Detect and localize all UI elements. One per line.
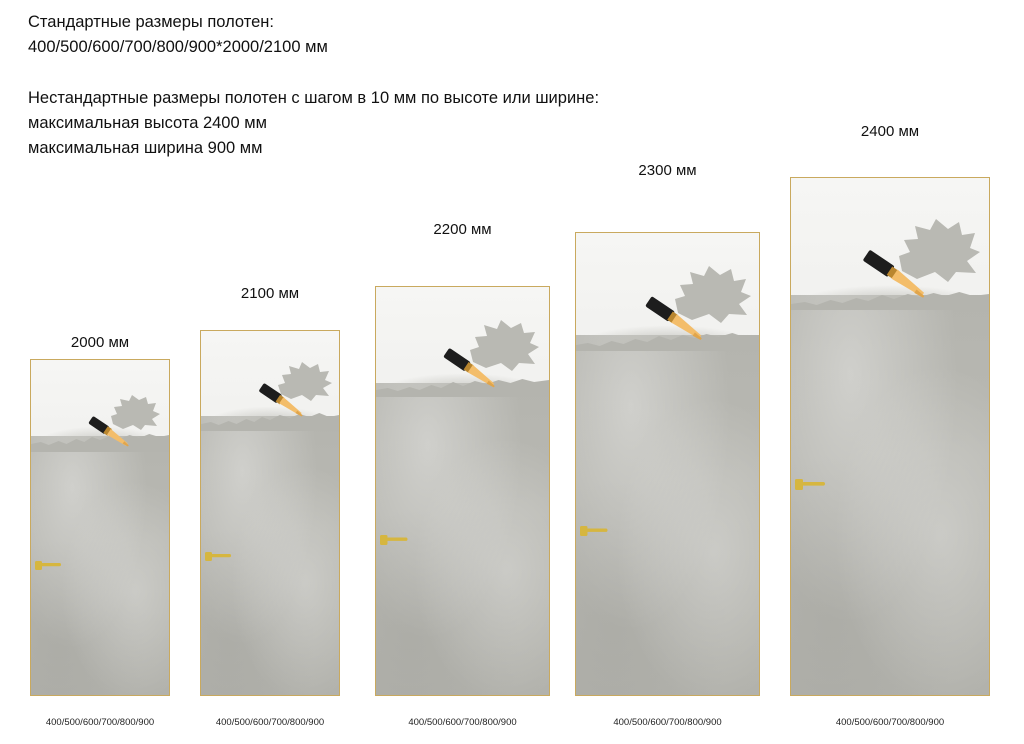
door-handle-2300 <box>580 523 610 538</box>
door-width-label-2100: 400/500/600/700/800/900 <box>215 717 325 728</box>
door-handle-2400 <box>795 476 827 492</box>
intro-line-max-width: максимальная ширина 900 мм <box>28 139 263 157</box>
door-group-2200 <box>375 124 550 744</box>
door-width-label-2300: 400/500/600/700/800/900 <box>613 717 722 728</box>
door-handle-2000 <box>35 558 63 572</box>
paint-brush-2300 <box>638 287 712 351</box>
intro-line-custom-sizes-title: Нестандартные размеры полотен с шагом в 10 мм по высоте или ширине: <box>28 89 600 107</box>
door-size-diagram <box>0 120 1024 744</box>
door-group-2400 <box>790 120 990 744</box>
door-height-label-2100: 2100 мм <box>240 285 300 302</box>
door-width-label-2200: 400/500/600/700/800/900 <box>408 717 517 728</box>
paint-brush-2000 <box>83 408 137 456</box>
door-painted-area-2400 <box>791 295 989 695</box>
door-group-2000 <box>30 164 170 744</box>
door-height-label-2300: 2300 мм <box>638 162 697 179</box>
paint-brush-2100 <box>253 375 311 427</box>
door-painted-area-2300 <box>576 335 759 695</box>
door-handle-2100 <box>205 549 233 563</box>
door-leaf-2200 <box>375 286 550 696</box>
door-leaf-2000 <box>30 359 170 696</box>
intro-line-max-height: максимальная высота 2400 мм <box>28 114 267 132</box>
intro-spacer <box>28 60 878 86</box>
door-leaf-2400 <box>790 177 990 696</box>
door-width-label-2400: 400/500/600/700/800/900 <box>835 717 945 728</box>
intro-line-standard-sizes-title: Стандартные размеры полотен: <box>28 13 274 31</box>
door-leaf-2300 <box>575 232 760 696</box>
intro-line-standard-sizes-values: 400/500/600/700/800/900*2000/2100 мм <box>28 38 328 56</box>
door-leaf-2100 <box>200 330 340 696</box>
door-group-2300 <box>575 120 760 744</box>
door-group-2100 <box>200 144 340 744</box>
door-width-label-2000: 400/500/600/700/800/900 <box>45 717 155 728</box>
door-handle-2200 <box>380 532 410 547</box>
door-height-label-2200: 2200 мм <box>433 221 492 238</box>
paint-brush-2400 <box>855 240 935 310</box>
door-height-label-2400: 2400 мм <box>860 123 920 140</box>
paint-brush-2200 <box>436 339 504 399</box>
door-height-label-2000: 2000 мм <box>70 334 130 351</box>
